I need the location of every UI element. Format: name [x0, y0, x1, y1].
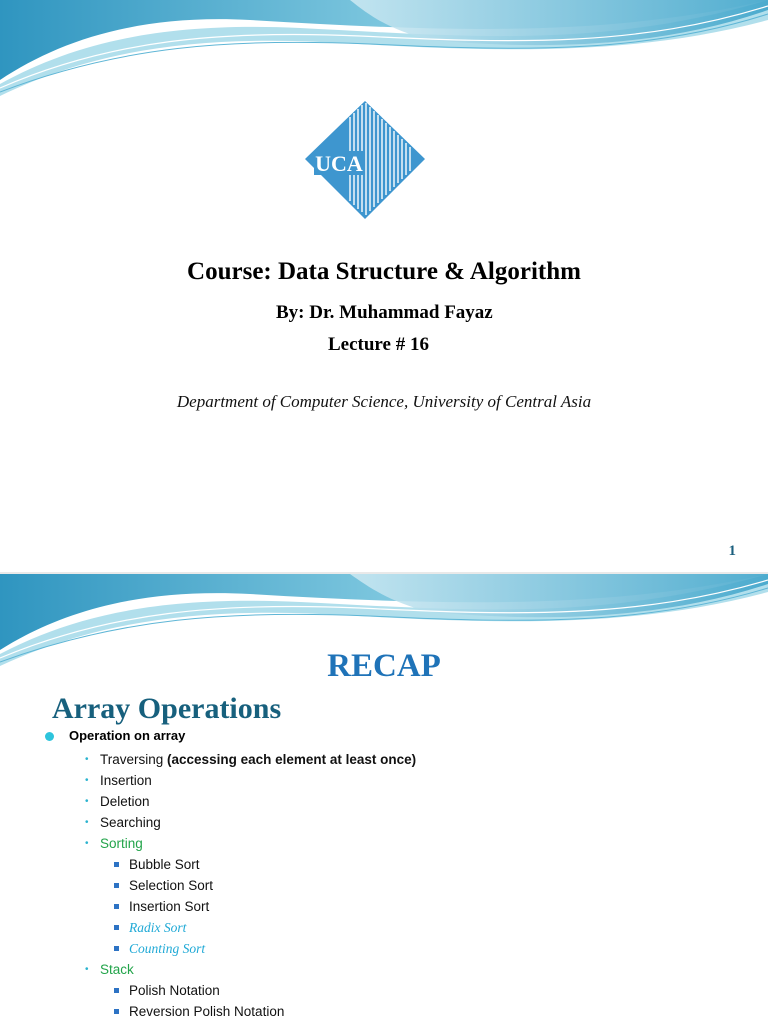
recap-slide: RECAP Array Operations Operation on array • Traversing (accessing each element at least once) • Insertion • Deletion • Searching • Sorting Bubble Sort Selection Sort Insertion Sort Radix Sort Counting Sort • Stack Polish Notation Reversion Polish Notation	[0, 574, 768, 1024]
uca-logo	[300, 95, 430, 223]
square-bullet-icon	[114, 946, 119, 951]
bullet-dot-icon	[45, 732, 54, 741]
department-line: Department of Computer Science, University of Central Asia	[176, 392, 592, 411]
byline: By: Dr. Muhammad Fayaz	[276, 302, 493, 323]
square-bullet-icon	[114, 1009, 119, 1014]
bullet-icon: •	[85, 775, 89, 786]
lecture-number: Lecture # 16	[328, 334, 429, 355]
recap-title: RECAP	[327, 648, 441, 684]
array-operations-heading: Array Operations	[52, 692, 282, 725]
page-number: 1	[728, 543, 736, 559]
square-bullet-icon	[114, 862, 119, 867]
square-bullet-icon	[114, 988, 119, 993]
svg-text:UCA: UCA	[315, 151, 363, 176]
course-title: Course: Data Structure & Algorithm	[187, 258, 581, 285]
square-bullet-icon	[114, 904, 119, 909]
bullet-icon: •	[85, 817, 89, 828]
bullet-icon: •	[85, 796, 89, 807]
bullet-icon: •	[85, 964, 89, 975]
bullet-icon: •	[85, 754, 89, 765]
bullet-icon: •	[85, 838, 89, 849]
square-bullet-icon	[114, 925, 119, 930]
square-bullet-icon	[114, 883, 119, 888]
header-wave-decoration	[0, 0, 768, 110]
